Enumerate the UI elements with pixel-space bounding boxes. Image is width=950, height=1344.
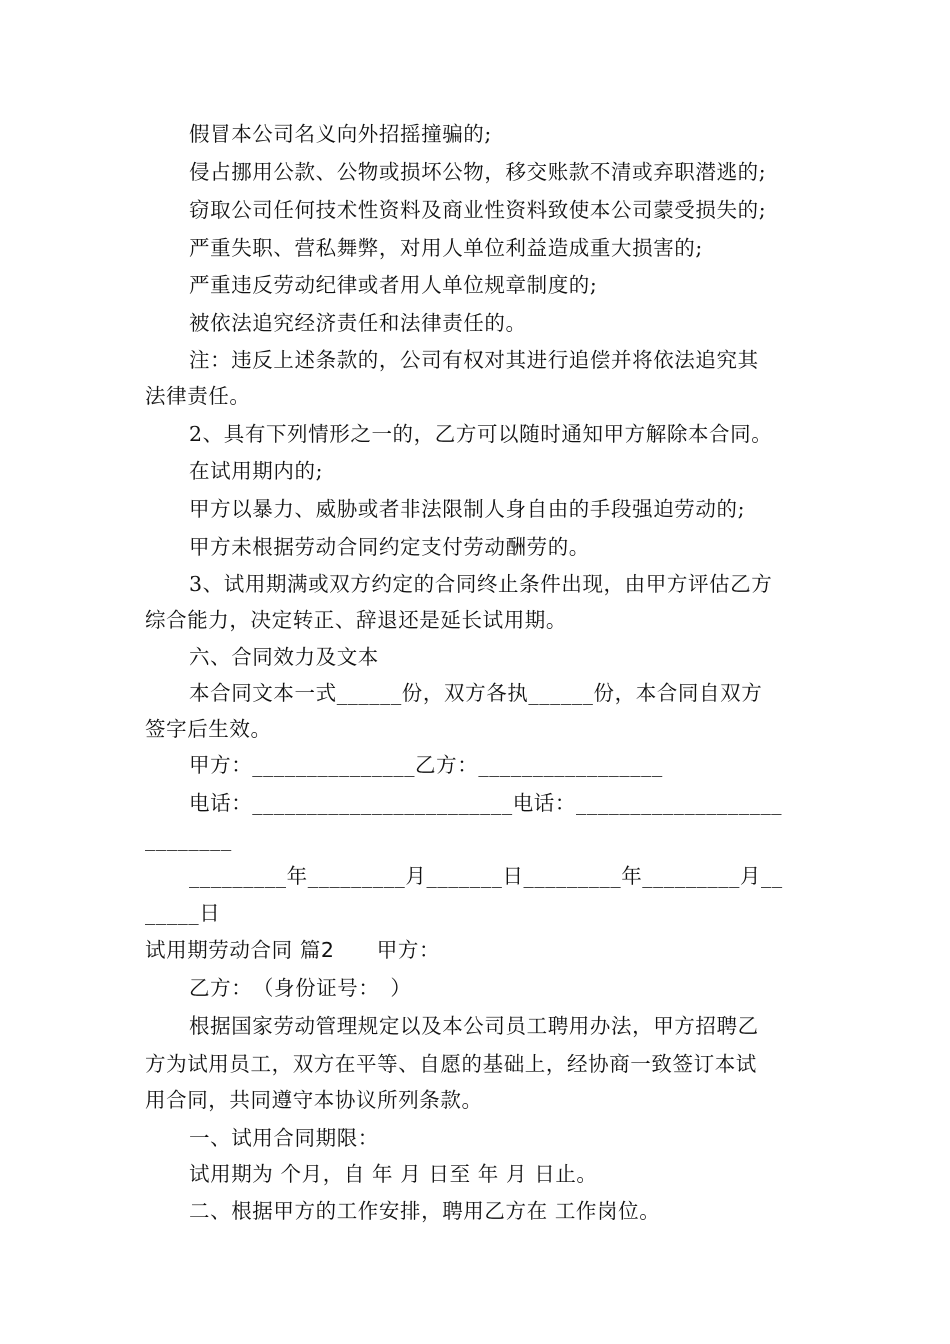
contract-title: 试用期劳动合同 篇2 甲方： <box>145 938 441 962</box>
paragraph-line: 在试用期内的; <box>189 459 324 483</box>
clause-line: 2、具有下列情形之一的，乙方可以随时通知甲方解除本合同。 <box>189 422 773 446</box>
paragraph-line: 侵占挪用公款、公物或损坏公物，移交账款不清或弃职潜逃的; <box>189 160 767 184</box>
paragraph-line: 试用期为 个月，自 年 月 日至 年 月 日止。 <box>189 1162 598 1186</box>
paragraph-line: 甲方以暴力、威胁或者非法限制人身自由的手段强迫劳动的; <box>189 497 746 521</box>
paragraph-line: 严重失职、营私舞弊，对用人单位利益造成重大损害的; <box>189 236 703 260</box>
section-heading: 一、试用合同期限： <box>189 1126 379 1150</box>
note-line: 注：违反上述条款的，公司有权对其进行追偿并将依法追究其 <box>189 348 759 372</box>
paragraph-line-continued: 方为试用员工，双方在平等、自愿的基础上，经协商一致签订本试 <box>145 1052 757 1076</box>
section-heading: 二、根据甲方的工作安排，聘用乙方在 工作岗位。 <box>189 1199 661 1223</box>
date-line: _________年_________月_______日_________年_________月__ <box>189 864 783 888</box>
phone-line-continued: ________ <box>145 827 232 851</box>
paragraph-line: 严重违反劳动纪律或者用人单位规章制度的; <box>189 273 598 297</box>
party-b-line: 乙方： （身份证号： ） <box>189 976 412 1000</box>
paragraph-line-continued: 用合同，共同遵守本协议所列条款。 <box>145 1088 483 1112</box>
paragraph-line: 根据国家劳动管理规定以及本公司员工聘用办法，甲方招聘乙 <box>189 1014 759 1038</box>
paragraph-line: 窃取公司任何技术性资料及商业性资料致使本公司蒙受损失的; <box>189 198 767 222</box>
section-heading: 六、合同效力及文本 <box>189 645 379 669</box>
date-line-continued: _____日 <box>145 901 221 925</box>
paragraph-line: 被依法追究经济责任和法律责任的。 <box>189 311 527 335</box>
note-line-continued: 法律责任。 <box>145 384 251 408</box>
signature-line: 甲方：_______________乙方：_________________ <box>189 753 663 777</box>
phone-line: 电话：________________________电话：___________________ <box>189 791 783 815</box>
paragraph-line-continued: 签字后生效。 <box>145 717 272 741</box>
paragraph-line: 假冒本公司名义向外招摇撞骗的; <box>189 122 492 146</box>
paragraph-line: 本合同文本一式______份，双方各执______份，本合同自双方 <box>189 681 763 705</box>
clause-line-continued: 综合能力，决定转正、辞退还是延长试用期。 <box>145 608 567 632</box>
paragraph-line: 甲方未根据劳动合同约定支付劳动酬劳的。 <box>189 535 590 559</box>
clause-line: 3、试用期满或双方约定的合同终止条件出现，由甲方评估乙方 <box>189 572 773 596</box>
